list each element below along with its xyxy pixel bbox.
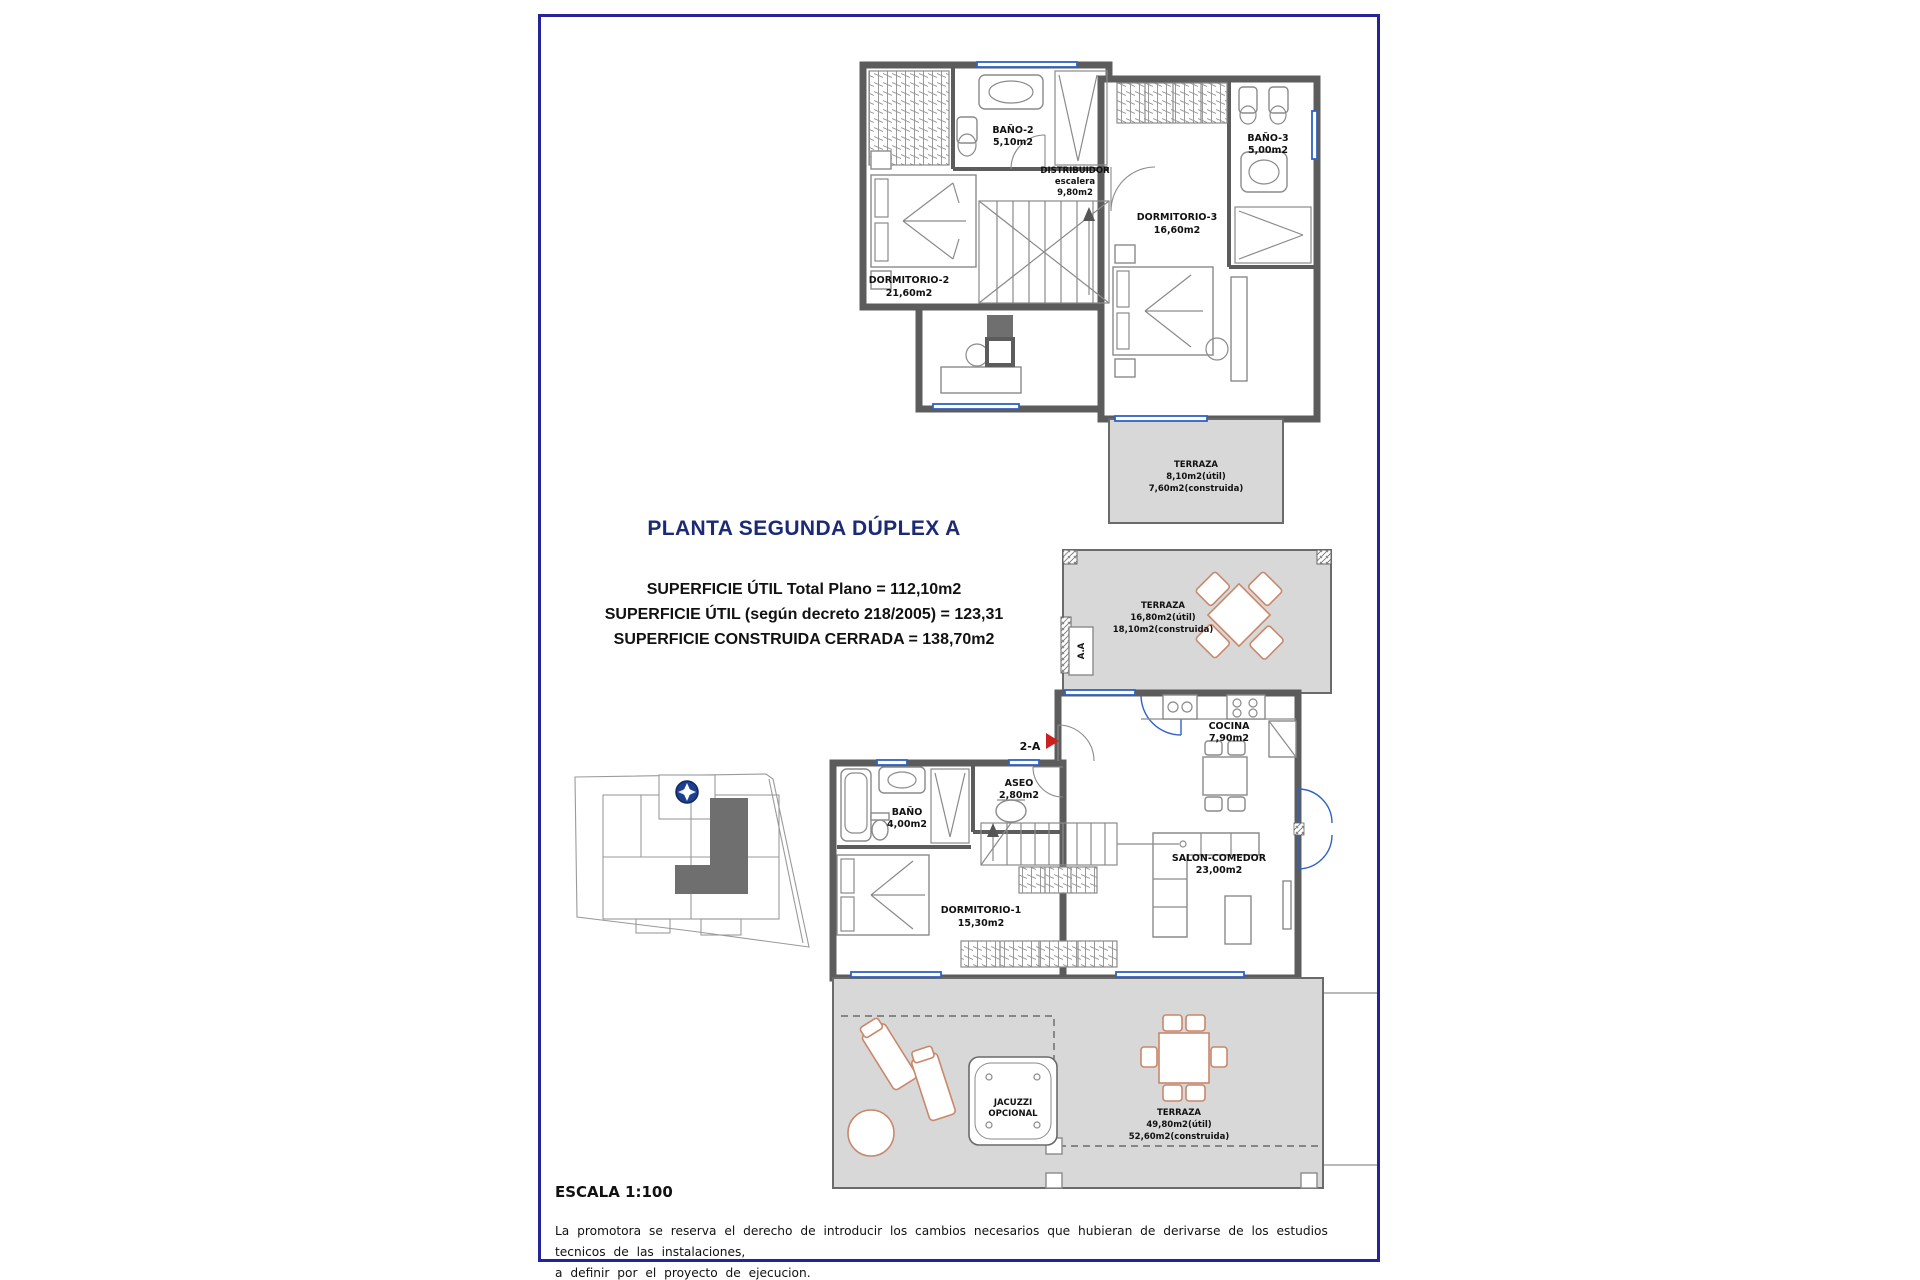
room-constr-terraza-top: 18,10m2(construida): [1112, 625, 1214, 635]
room-label-cocina: COCINA: [1208, 721, 1250, 732]
shaft: [987, 315, 1013, 337]
surface-line-2: SUPERFICIE ÚTIL (según decreto 218/2005) = 123,31: [604, 606, 1004, 623]
room-util-terraza-bottom: 49,80m2(útil): [1146, 1120, 1212, 1130]
room-label-bano3: BAÑO-3: [1247, 133, 1289, 144]
room-label-bano2: BAÑO-2: [992, 125, 1034, 136]
disclaimer-line-2: a definir por el proyecto de ejecucion.: [555, 1266, 811, 1280]
bed-dormitorio1: [837, 855, 929, 935]
room-label-aseo: ASEO: [1004, 778, 1034, 789]
title-block: [579, 517, 1029, 541]
drawing-sheet: [538, 14, 1380, 1280]
disclaimer-line-1: La promotora se reserva el derecho de introducir los cambios necesarios que hubieran de derivarse de los estudios tecnicos de las instalaciones,: [555, 1224, 1328, 1259]
room-label-terraza-upper: TERRAZA: [1173, 460, 1219, 470]
room-area-dormitorio1: 15,30m2: [957, 918, 1005, 929]
room-area-distribuidor: 9,80m2: [1057, 188, 1093, 198]
surface-summary: [559, 577, 1049, 652]
window: [933, 404, 1019, 409]
room-area-bano2: 5,10m2: [993, 137, 1033, 148]
upper-terrace: [1109, 419, 1283, 523]
scale-label: ESCALA 1:100: [555, 1183, 673, 1201]
surface-line-1: SUPERFICIE ÚTIL Total Plano = 112,10m2: [646, 581, 962, 598]
room-area-aseo: 2,80m2: [999, 790, 1039, 801]
window: [1312, 111, 1317, 159]
unit-marker: [1020, 733, 1059, 753]
room-area-dormitorio3: 16,60m2: [1153, 225, 1201, 236]
ac-unit: [1069, 627, 1093, 675]
ac-unit-label: A.A: [1077, 642, 1087, 660]
tv: [1283, 881, 1291, 929]
room-label-terraza-bottom: TERRAZA: [1156, 1108, 1202, 1118]
wardrobe-dormitorio3: [1117, 83, 1227, 123]
room-label-dormitorio2: DORMITORIO-2: [868, 275, 950, 286]
site-plan: [575, 774, 809, 947]
room-constr-terraza-upper: 7,60m2(construida): [1148, 484, 1244, 494]
room-area-cocina: 7,90m2: [1209, 733, 1249, 744]
surface-line-3: SUPERFICIE CONSTRUIDA CERRADA = 138,70m2: [613, 631, 995, 648]
page-title: PLANTA SEGUNDA DÚPLEX A: [647, 517, 961, 540]
compass-icon: [676, 781, 698, 803]
label-jacuzzi2: OPCIONAL: [988, 1109, 1038, 1119]
upper-floor-plan: [863, 62, 1317, 523]
window: [977, 62, 1077, 67]
terrace-top: [1063, 550, 1331, 693]
room-sub-distribuidor: escalera: [1054, 177, 1096, 187]
label-jacuzzi1: JACUZZI: [993, 1098, 1033, 1108]
window: [1115, 416, 1207, 421]
disclaimer-text: [555, 1221, 1363, 1280]
room-util-terraza-top: 16,80m2(útil): [1130, 613, 1196, 623]
room-label-distribuidor: DISTRIBUIDOR: [1040, 166, 1110, 176]
room-label-salon: SALON-COMEDOR: [1171, 853, 1267, 864]
room-label-dormitorio1: DORMITORIO-1: [940, 905, 1022, 916]
room-label-dormitorio3: DORMITORIO-3: [1136, 212, 1218, 223]
room-label-terraza-top: TERRAZA: [1140, 601, 1186, 611]
room-area-bano: 4,00m2: [887, 819, 927, 830]
unit-marker-label: 2-A: [1019, 740, 1041, 753]
room-label-bano: BAÑO: [891, 807, 923, 818]
room-util-terraza-upper: 8,10m2(útil): [1166, 472, 1226, 482]
room-area-salon: 23,00m2: [1195, 865, 1243, 876]
room-area-dormitorio2: 21,60m2: [885, 288, 933, 299]
room-area-bano3: 5,00m2: [1248, 145, 1288, 156]
room-constr-terraza-bottom: 52,60m2(construida): [1128, 1132, 1230, 1142]
